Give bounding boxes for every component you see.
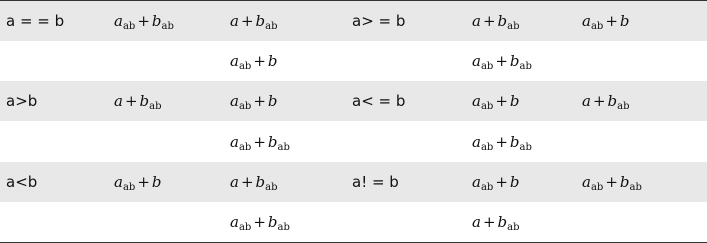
expression-cell: $a + b_{ab}$ [466,202,576,243]
table-row [0,81,707,121]
expression-cell: $a + b_{ab}$ [224,1,346,42]
expression-cell [108,41,224,81]
expression-cell: $a + b_{ab}$ [576,81,707,121]
operator-cell: a = = b [0,1,108,42]
operator-cell [346,121,466,161]
operator-cell [0,202,108,243]
expression-cell: $a_{ab} + b_{ab}$ [472,52,532,73]
expression-cell: $a_{ab} + b$ [230,52,278,73]
operator-cell [0,121,108,161]
table-row [0,1,707,42]
table-row [0,121,707,161]
operator-cell: a< = b [346,81,466,121]
operator-cell [346,41,466,81]
expression-cell: $a_{ab} + b_{ab}$ [230,132,290,153]
expression-cell [576,41,707,81]
expression-cell: $a_{ab} + b_{ab}$ [472,132,532,153]
operator-cell: a>b [0,81,108,121]
expression-cell: $a_{ab} + b$ [108,162,224,202]
operator-cell: a> = b [346,1,466,42]
operator-cell [0,41,108,81]
table-row [0,202,707,243]
expression-cell: $a_{ab} + b$ [576,1,707,42]
operator-cell [346,202,466,243]
expression-cell: $a_{ab} + b$ [224,81,346,121]
expression-cell: $a + b_{ab}$ [224,162,346,202]
expression-cell: $a_{ab} + b$ [466,81,576,121]
expression-cell [108,121,224,161]
table-row [0,162,707,202]
expression-cell: $a_{ab} + b_{ab}$ [576,162,707,202]
operator-cell: a! = b [346,162,466,202]
expression-cell: $a_{ab} + b$ [466,162,576,202]
expression-cell: $a + b_{ab}$ [466,1,576,42]
expression-cell: $a + b_{ab}$ [108,81,224,121]
expression-cell: $a_{ab} + b_{ab}$ [108,1,224,42]
expression-cell [576,121,707,161]
expression-cell [108,202,224,243]
expression-cell [576,202,707,243]
expression-cell: $a_{ab} + b_{ab}$ [224,202,346,243]
operator-cell: a<b [0,162,108,202]
table-row [0,41,707,81]
